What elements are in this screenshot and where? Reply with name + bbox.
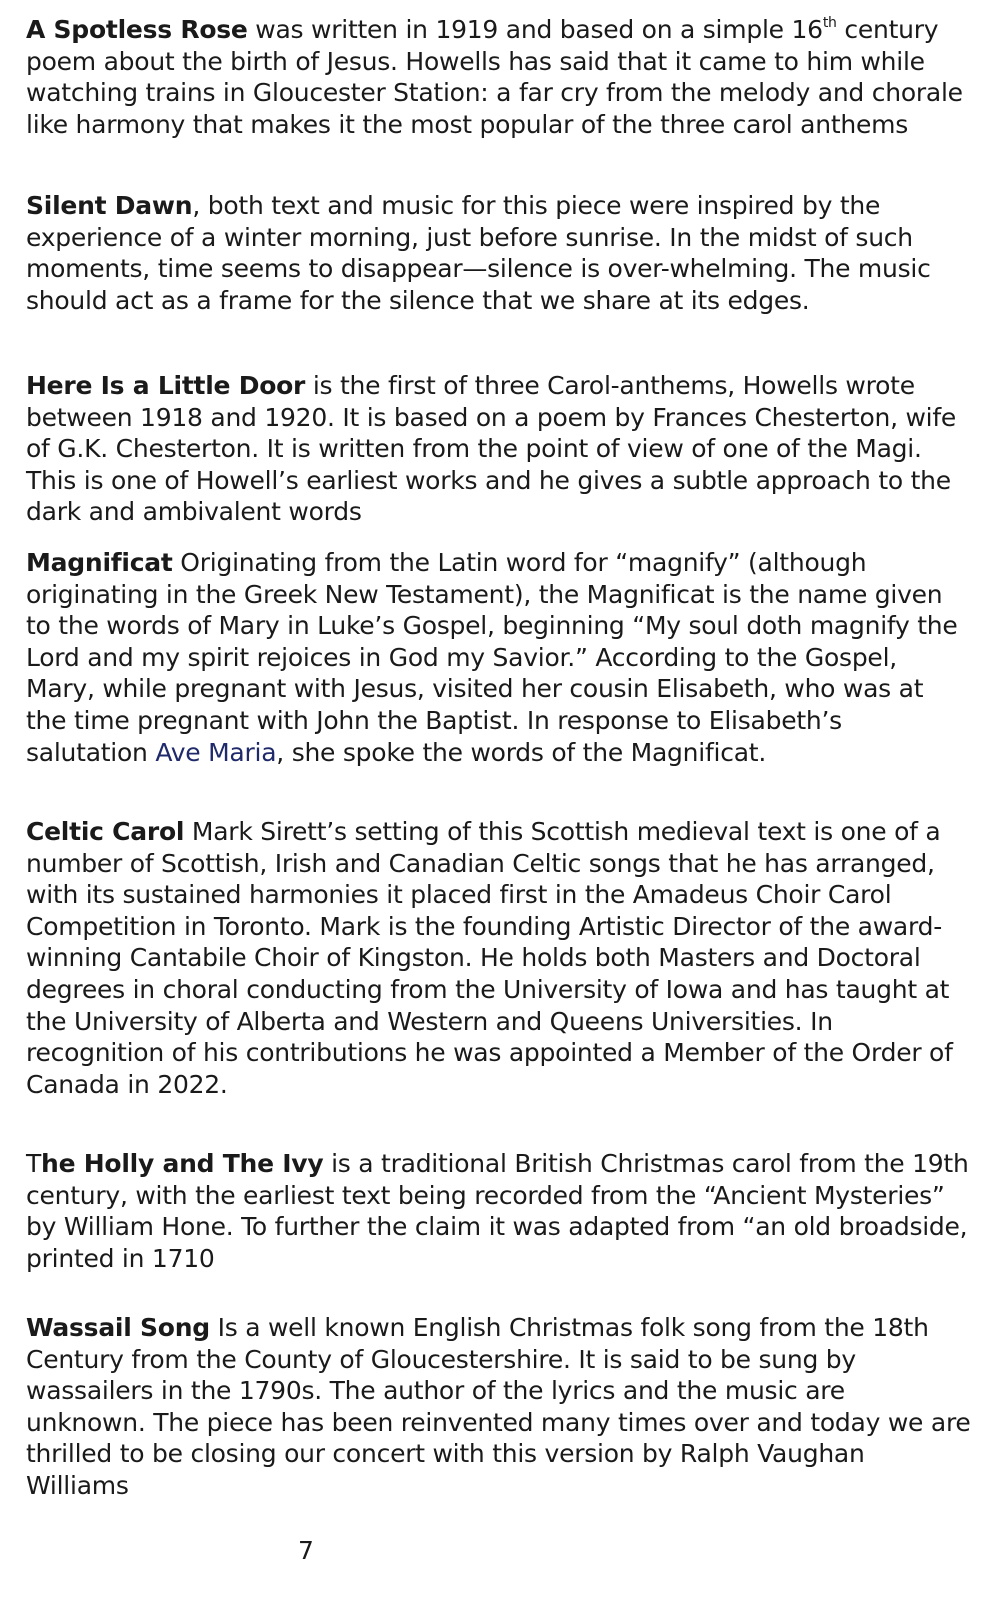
entry-a-spotless-rose [26, 14, 971, 140]
entry-text: Originating from the Latin word for “magnify” (although originating in the Greek New Testament), the Magnificat is the name given to the words of Mary in Luke’s Gospel, beginning “My soul doth magnify the Lord and my spirit rejoices in God my Savior.” According to the Gospel, Mary, while pregnant with Jesus, visited her cousin Elisabeth, who was at the time pregnant with John the Baptist. In response to Elisabeth’s salutation [26, 548, 958, 767]
entry-text: is a traditional British Christmas carol from the 19th century, with the earliest text being recorded from the “Ancient Mysteries” by William Hone. To further the claim it was adapted from “an old broadside, printed in 1710 [26, 1149, 969, 1273]
entry-title: Silent Dawn [26, 191, 193, 220]
entry-wassail-song [26, 1312, 971, 1502]
entry-celtic-carol [26, 816, 971, 1100]
entry-here-is-a-little-door [26, 370, 971, 528]
entry-title: Wassail Song [26, 1313, 210, 1342]
entry-magnificat [26, 547, 971, 768]
entry-title: Here Is a Little Door [26, 371, 306, 400]
entry-text: , she spoke the words of the Magnificat. [276, 737, 767, 767]
entry-text: Mark Sirett’s setting of this Scottish medieval text is one of a number of Scottish, Irish and Canadian Celtic songs that he has arranged, with its sustained harmonies it placed first in the Amadeus Choir Carol Competition in Toronto. Mark is the founding Artistic Director of the award-winning Cantabile Choir of Kingston. He holds both Masters and Doctoral degrees in choral conducting from the University of Iowa and has taught at the University of Alberta and Western and Queens Universities. In recognition of his contributions he was appointed a Member of the Order of Canada in 2022. [26, 817, 953, 1099]
entry-silent-dawn [26, 190, 971, 316]
entry-text: , both text and music for this piece were inspired by the experience of a winter morning, just before sunrise. In the midst of such moments, time seems to disappear—silence is over-whelming. The music should act as a frame for the silence that we share at its edges. [26, 191, 931, 315]
entry-title: he Holly and The Ivy [41, 1149, 324, 1178]
entry-title: A Spotless Rose [26, 15, 248, 44]
entry-text: Is a well known English Christmas folk song from the 18th Century from the County of Gloucestershire. It is said to be sung by wassailers in the 1790s. The author of the lyrics and the music are unknown. The piece has been reinvented many times over and today we are thrilled to be closing our concert with this version by Ralph Vaughan Williams [26, 1313, 971, 1500]
entry-title: Celtic Carol [26, 817, 185, 846]
entry-text: century poem about the birth of Jesus. Howells has said that it came to him while watching trains in Gloucester Station: a far cry from the melody and chorale like harmony that makes it the most popular of the three carol anthems [26, 15, 963, 139]
entry-title: Magnificat [26, 548, 173, 577]
entry-lead-letter: T [26, 1149, 42, 1178]
page-number: 7 [298, 1536, 314, 1565]
ave-maria-link[interactable]: Ave Maria [155, 737, 277, 767]
entry-the-holly-and-the-ivy [26, 1148, 971, 1274]
entry-text: was written in 1919 and based on a simple 16 [247, 15, 823, 44]
entry-text: is the first of three Carol-anthems, Howells wrote between 1918 and 1920. It is based on a poem by Frances Chesterton, wife of G.K. Chesterton. It is written from the point of view of one of the Magi. This is one of Howell’s earliest works and he gives a subtle approach to the dark and ambivalent words [26, 371, 957, 527]
ordinal-superscript: th [822, 15, 837, 31]
